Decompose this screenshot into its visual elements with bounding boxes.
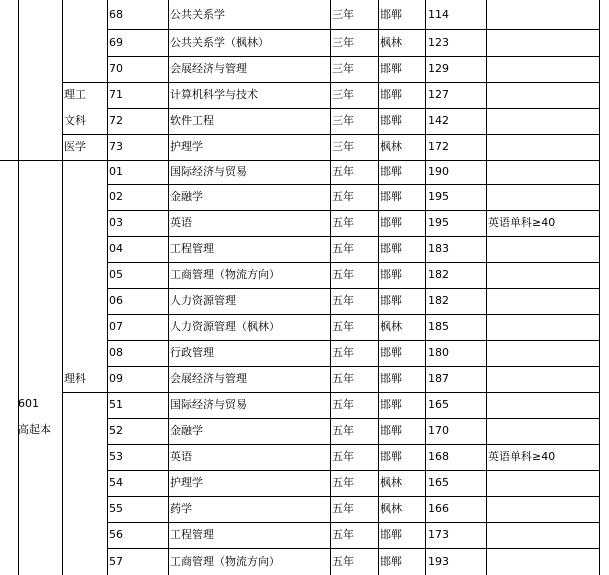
cell-score: 173 bbox=[428, 528, 449, 541]
cell-major: 人力资源管理 bbox=[170, 294, 236, 307]
cell-code: 54 bbox=[109, 476, 123, 489]
cell-duration: 三年 bbox=[332, 114, 354, 127]
cell-code: 52 bbox=[109, 424, 123, 437]
row-border bbox=[107, 522, 600, 523]
row-border bbox=[107, 548, 600, 549]
cell-location: 枫林 bbox=[380, 476, 402, 489]
column-border bbox=[62, 0, 63, 575]
cell-score: 142 bbox=[428, 114, 449, 127]
cell-score: 165 bbox=[428, 476, 449, 489]
cell-major: 国际经济与贸易 bbox=[170, 398, 247, 411]
cell-major: 国际经济与贸易 bbox=[170, 165, 247, 178]
row-border bbox=[107, 340, 600, 341]
cell-major: 工程管理 bbox=[170, 528, 214, 541]
category-label: 理科 bbox=[64, 372, 86, 385]
cell-duration: 三年 bbox=[332, 35, 354, 49]
column-border bbox=[18, 0, 19, 575]
cell-major: 金融学 bbox=[170, 424, 203, 437]
cell-duration: 三年 bbox=[332, 7, 354, 21]
cell-code: 09 bbox=[109, 372, 123, 385]
cell-code: 57 bbox=[109, 554, 123, 568]
cell-major: 工商管理（物流方向） bbox=[170, 554, 280, 568]
row-border bbox=[107, 314, 600, 315]
cell-score: 193 bbox=[428, 554, 449, 568]
row-border bbox=[107, 470, 600, 471]
row-border bbox=[107, 29, 600, 30]
cell-code: 56 bbox=[109, 528, 123, 541]
cell-score: 129 bbox=[428, 62, 449, 75]
cell-major: 护理学 bbox=[170, 476, 203, 489]
cell-score: 187 bbox=[428, 372, 449, 385]
cell-major: 公共关系学 bbox=[170, 7, 225, 21]
cell-major: 工程管理 bbox=[170, 242, 214, 255]
cell-score: 123 bbox=[428, 35, 449, 49]
cell-score: 127 bbox=[428, 88, 449, 101]
cell-duration: 五年 bbox=[332, 424, 354, 437]
cell-code: 08 bbox=[109, 346, 123, 359]
row-border bbox=[62, 134, 600, 135]
cell-score: 114 bbox=[428, 7, 449, 21]
cell-code: 06 bbox=[109, 294, 123, 307]
cell-score: 182 bbox=[428, 294, 449, 307]
row-border bbox=[107, 236, 600, 237]
cell-note: 英语单科≥40 bbox=[488, 450, 556, 463]
cell-location: 枫林 bbox=[380, 320, 402, 333]
cell-location: 邯郸 bbox=[380, 62, 402, 75]
cell-score: 180 bbox=[428, 346, 449, 359]
cell-location: 枫林 bbox=[380, 35, 402, 49]
cell-major: 金融学 bbox=[170, 190, 203, 203]
cell-code: 53 bbox=[109, 450, 123, 463]
cell-location: 邯郸 bbox=[380, 114, 402, 127]
cell-major: 软件工程 bbox=[170, 114, 214, 127]
row-border bbox=[107, 108, 600, 109]
cell-score: 172 bbox=[428, 140, 449, 153]
cell-location: 邯郸 bbox=[380, 190, 402, 203]
cell-location: 邯郸 bbox=[380, 528, 402, 541]
cell-code: 68 bbox=[109, 7, 123, 21]
cell-score: 185 bbox=[428, 320, 449, 333]
cell-code: 07 bbox=[109, 320, 123, 333]
cell-location: 邯郸 bbox=[380, 242, 402, 255]
cell-major: 药学 bbox=[170, 502, 192, 515]
cell-duration: 三年 bbox=[332, 62, 354, 75]
cell-location: 邯郸 bbox=[380, 165, 402, 178]
cell-location: 邯郸 bbox=[380, 346, 402, 359]
row-border bbox=[107, 184, 600, 185]
category-label: 医学 bbox=[64, 140, 86, 153]
cell-duration: 三年 bbox=[332, 140, 354, 153]
cell-code: 72 bbox=[109, 114, 123, 127]
cell-duration: 五年 bbox=[332, 294, 354, 307]
cell-duration: 五年 bbox=[332, 320, 354, 333]
cell-code: 73 bbox=[109, 140, 123, 153]
row-border bbox=[107, 56, 600, 57]
cell-duration: 五年 bbox=[332, 242, 354, 255]
cell-duration: 五年 bbox=[332, 554, 354, 568]
cell-score: 165 bbox=[428, 398, 449, 411]
cell-code: 02 bbox=[109, 190, 123, 203]
cell-score: 166 bbox=[428, 502, 449, 515]
cell-code: 71 bbox=[109, 88, 123, 101]
cell-duration: 五年 bbox=[332, 528, 354, 541]
row-border bbox=[107, 366, 600, 367]
cell-code: 69 bbox=[109, 35, 123, 49]
row-border bbox=[107, 444, 600, 445]
cell-duration: 三年 bbox=[332, 88, 354, 101]
cell-score: 168 bbox=[428, 450, 449, 463]
row-border bbox=[0, 160, 600, 161]
cell-code: 51 bbox=[109, 398, 123, 411]
cell-code: 05 bbox=[109, 268, 123, 281]
row-border bbox=[62, 82, 600, 83]
cell-code: 03 bbox=[109, 216, 123, 229]
cell-duration: 五年 bbox=[332, 346, 354, 359]
category-label: 理工 bbox=[64, 88, 86, 101]
cell-location: 枫林 bbox=[380, 140, 402, 153]
cell-location: 邯郸 bbox=[380, 424, 402, 437]
cell-duration: 五年 bbox=[332, 190, 354, 203]
cell-duration: 五年 bbox=[332, 216, 354, 229]
row-border bbox=[62, 392, 600, 393]
cell-score: 183 bbox=[428, 242, 449, 255]
cell-score: 195 bbox=[428, 190, 449, 203]
cell-location: 邯郸 bbox=[380, 216, 402, 229]
category-label: 文科 bbox=[64, 114, 86, 127]
cell-duration: 五年 bbox=[332, 476, 354, 489]
cell-score: 195 bbox=[428, 216, 449, 229]
cell-major: 英语 bbox=[170, 216, 192, 229]
cell-major: 护理学 bbox=[170, 140, 203, 153]
cell-code: 55 bbox=[109, 502, 123, 515]
cell-location: 邯郸 bbox=[380, 398, 402, 411]
cell-major: 工商管理（物流方向） bbox=[170, 268, 280, 281]
cell-location: 邯郸 bbox=[380, 294, 402, 307]
cell-code: 01 bbox=[109, 165, 123, 178]
cell-note: 英语单科≥40 bbox=[488, 216, 556, 229]
cell-duration: 五年 bbox=[332, 450, 354, 463]
cell-duration: 五年 bbox=[332, 165, 354, 178]
row-border bbox=[107, 496, 600, 497]
cell-location: 邯郸 bbox=[380, 372, 402, 385]
cell-duration: 五年 bbox=[332, 398, 354, 411]
cell-major: 行政管理 bbox=[170, 346, 214, 359]
cell-location: 邯郸 bbox=[380, 268, 402, 281]
cell-duration: 五年 bbox=[332, 268, 354, 281]
cell-location: 邯郸 bbox=[380, 554, 402, 568]
cell-code: 04 bbox=[109, 242, 123, 255]
cell-score: 190 bbox=[428, 165, 449, 178]
cell-score: 170 bbox=[428, 424, 449, 437]
cell-duration: 五年 bbox=[332, 502, 354, 515]
cell-major: 会展经济与管理 bbox=[170, 372, 247, 385]
cell-location: 邯郸 bbox=[380, 7, 402, 21]
level-code: 601 bbox=[18, 397, 39, 410]
cell-location: 枫林 bbox=[380, 502, 402, 515]
cell-major: 人力资源管理（枫林） bbox=[170, 320, 280, 333]
cell-duration: 五年 bbox=[332, 372, 354, 385]
cell-major: 公共关系学（枫林） bbox=[170, 35, 269, 49]
row-border bbox=[107, 210, 600, 211]
cell-major: 计算机科学与技术 bbox=[170, 88, 258, 101]
row-border bbox=[107, 288, 600, 289]
cell-location: 邯郸 bbox=[380, 450, 402, 463]
cell-major: 英语 bbox=[170, 450, 192, 463]
cell-score: 182 bbox=[428, 268, 449, 281]
level-name: 高起本 bbox=[18, 423, 51, 436]
row-border bbox=[107, 418, 600, 419]
cell-location: 邯郸 bbox=[380, 88, 402, 101]
cell-code: 70 bbox=[109, 62, 123, 75]
cell-major: 会展经济与管理 bbox=[170, 62, 247, 75]
row-border bbox=[107, 262, 600, 263]
